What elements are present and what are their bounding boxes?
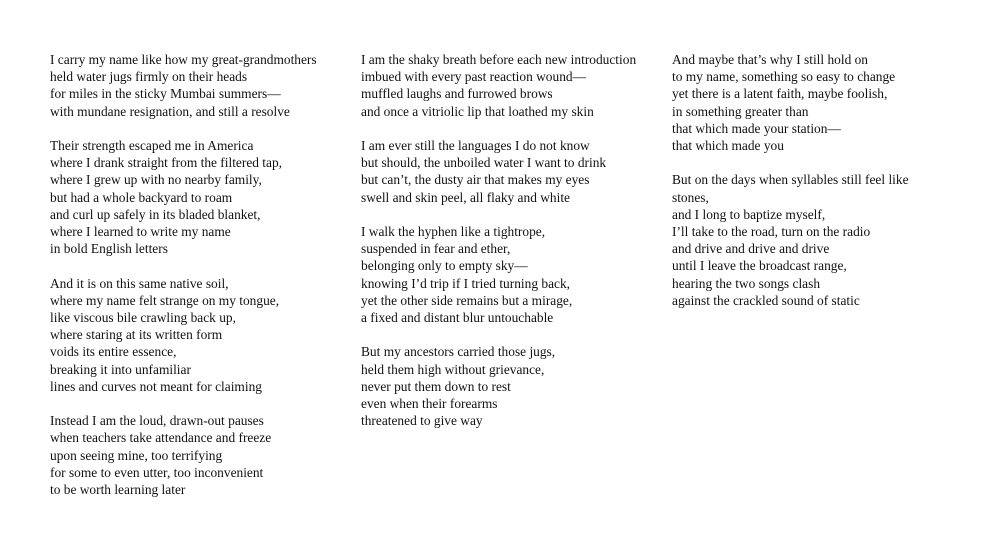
poem-line: where my name felt strange on my tongue, bbox=[50, 292, 280, 308]
poem-stanza bbox=[50, 275, 350, 395]
poem-line: And maybe that’s why I still hold on bbox=[672, 52, 869, 67]
poem-stanza bbox=[361, 343, 666, 429]
poem-line: and drive and drive and drive bbox=[672, 241, 830, 257]
poem-line: held water jugs firmly on their heads bbox=[50, 69, 248, 85]
poem-line: until I leave the broadcast range, bbox=[672, 258, 847, 274]
poem-line: muffled laughs and furrowed brows bbox=[361, 86, 553, 102]
poem-line: I carry my name like how my great-grandmothers bbox=[50, 52, 317, 67]
poem-line: lines and curves not meant for claiming bbox=[50, 378, 262, 394]
poem-line: knowing I’d trip if I tried turning back, bbox=[361, 275, 570, 291]
poem-line: where staring at its written form bbox=[50, 327, 223, 343]
poem-stanza bbox=[50, 412, 350, 498]
poem-stanza bbox=[672, 171, 972, 309]
poem-line: voids its entire essence, bbox=[50, 344, 177, 360]
poem-line: and curl up safely in its bladed blanket, bbox=[50, 206, 261, 222]
poem-line: where I grew up with no nearby family, bbox=[50, 172, 262, 188]
poem-line: like viscous bile crawling back up, bbox=[50, 310, 236, 326]
poem-line: where I drank straight from the filtered tap, bbox=[50, 155, 283, 171]
poem-line: and once a vitriolic lip that loathed my skin bbox=[361, 103, 594, 119]
poem-line: hearing the two songs clash bbox=[672, 275, 821, 291]
poem-line: but can’t, the dusty air that makes my eyes bbox=[361, 172, 590, 188]
poem-line: imbued with every past reaction wound— bbox=[361, 69, 586, 85]
poem-line: held them high without grievance, bbox=[361, 361, 545, 377]
poem-line: stones, bbox=[672, 189, 709, 205]
poem-line: never put them down to rest bbox=[361, 378, 511, 394]
poem-line: yet there is a latent faith, maybe foolish, bbox=[672, 86, 888, 102]
poem-line: I’ll take to the road, turn on the radio bbox=[672, 224, 871, 240]
poem-line: to be worth learning later bbox=[50, 482, 186, 498]
poem-line: And it is on this same native soil, bbox=[50, 275, 229, 291]
poem-line: against the crackled sound of static bbox=[672, 292, 860, 308]
poem-line: for miles in the sticky Mumbai summers— bbox=[50, 86, 281, 102]
poem-line: in something greater than bbox=[672, 103, 809, 119]
poem-line: belonging only to empty sky— bbox=[361, 258, 528, 274]
poem-column-3 bbox=[672, 51, 972, 326]
poem-line: breaking it into unfamiliar bbox=[50, 361, 191, 377]
poem-line: a fixed and distant blur untouchable bbox=[361, 310, 554, 326]
poem-line: that which made you bbox=[672, 138, 784, 154]
poem-line: swell and skin peel, all flaky and white bbox=[361, 189, 570, 205]
poem-line: and I long to baptize myself, bbox=[672, 206, 826, 222]
poem-line: that which made your station— bbox=[672, 120, 841, 136]
poem-stanza bbox=[672, 51, 972, 154]
poem-stanza bbox=[50, 51, 350, 120]
poem-line: I walk the hyphen like a tightrope, bbox=[361, 224, 546, 239]
poem-line: where I learned to write my name bbox=[50, 224, 231, 240]
poem-line: Their strength escaped me in America bbox=[50, 138, 254, 153]
poem-line: when teachers take attendance and freeze bbox=[50, 430, 272, 446]
poem-line: with mundane resignation, and still a resolve bbox=[50, 103, 290, 119]
poem-line: for some to even utter, too inconvenient bbox=[50, 464, 264, 480]
poem-stanza bbox=[50, 137, 350, 257]
poem-line: But on the days when syllables still feel like bbox=[672, 172, 909, 188]
poem-stanza bbox=[361, 51, 666, 120]
poem-line: to my name, something so easy to change bbox=[672, 69, 896, 85]
poem-line: but should, the unboiled water I want to drink bbox=[361, 155, 607, 171]
poem-line: suspended in fear and ether, bbox=[361, 241, 511, 257]
poem-line: But my ancestors carried those jugs, bbox=[361, 344, 556, 360]
poem-line: upon seeing mine, too terrifying bbox=[50, 447, 223, 463]
poem-stanza bbox=[361, 223, 666, 326]
poem-column-2 bbox=[361, 51, 666, 447]
poem-line: I am the shaky breath before each new introduction bbox=[361, 52, 637, 67]
poem-line: but had a whole backyard to roam bbox=[50, 189, 233, 205]
poem-line: in bold English letters bbox=[50, 241, 168, 257]
poem-line: Instead I am the loud, drawn-out pauses bbox=[50, 413, 264, 429]
poem-stanza bbox=[361, 137, 666, 206]
poem-column-1 bbox=[50, 51, 350, 515]
poem-line: threatened to give way bbox=[361, 413, 483, 429]
poem-line: I am ever still the languages I do not know bbox=[361, 138, 590, 153]
poem-line: even when their forearms bbox=[361, 396, 498, 412]
poem-line: yet the other side remains but a mirage, bbox=[361, 292, 573, 308]
